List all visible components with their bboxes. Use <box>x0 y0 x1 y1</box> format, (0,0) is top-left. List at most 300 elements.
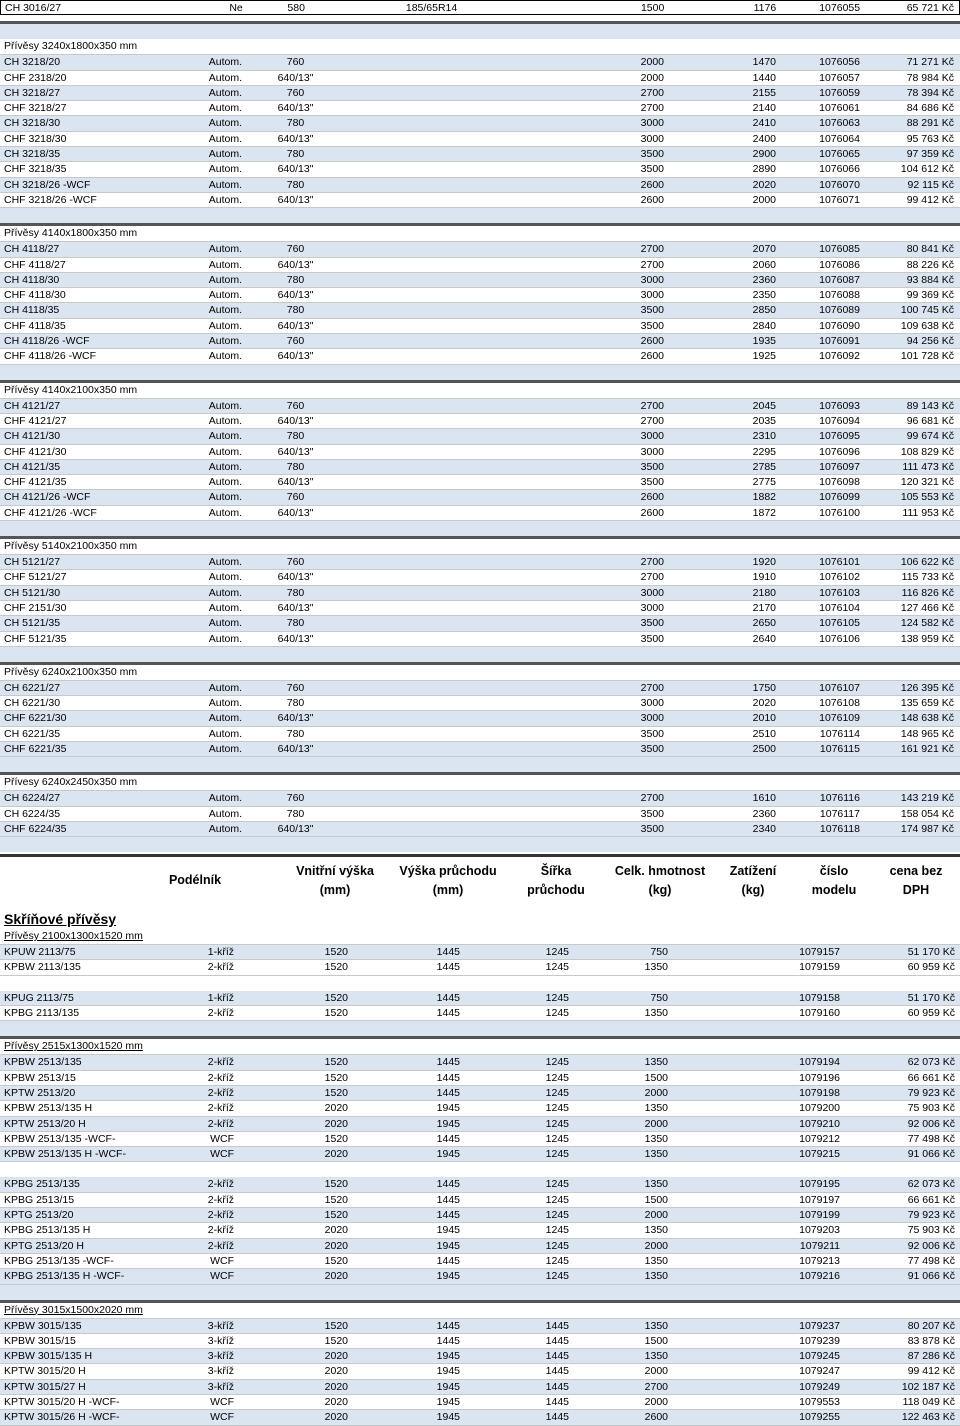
table-cell: 2700 <box>640 792 664 805</box>
table-cell: 92 006 Kč <box>907 1239 955 1252</box>
table-cell: 2850 <box>752 304 776 317</box>
table-row <box>0 1086 960 1101</box>
table-cell <box>349 681 513 695</box>
table-cell: 1076108 <box>819 697 860 710</box>
table-cell: KPTW 3015/27 H <box>4 1380 86 1393</box>
table-cell: 1500 <box>640 2 665 14</box>
table-cell: 1520 <box>324 1193 348 1206</box>
header-pass-height: Výška průchodu (mm) <box>399 864 497 898</box>
table-cell: 3500 <box>640 304 664 317</box>
header-inner-height: Vnitřní výška (mm) <box>296 864 374 898</box>
table-cell: 640/13" <box>277 350 314 363</box>
table-cell: 1445 <box>436 1178 460 1191</box>
table-cell: 1245 <box>545 1224 569 1237</box>
table-cell: 1076102 <box>819 571 860 584</box>
table-cell: 1076091 <box>819 335 860 348</box>
table-cell: 1882 <box>752 491 776 504</box>
table-cell: 780 <box>286 148 305 161</box>
table-cell: 1076070 <box>819 178 860 191</box>
table-cell: 2840 <box>752 319 776 332</box>
table-cell: 1445 <box>545 1334 569 1347</box>
table-cell <box>349 616 513 630</box>
table-row <box>0 132 960 147</box>
table-cell: 2360 <box>752 807 776 820</box>
table-cell: Autom. <box>208 491 242 504</box>
table-cell: KPBG 2513/135 H -WCF- <box>4 1270 125 1283</box>
table-cell: 71 271 Kč <box>906 56 954 69</box>
table-cell: Autom. <box>208 243 242 256</box>
table-cell: 1445 <box>545 1411 569 1424</box>
table-cell: Autom. <box>208 258 242 271</box>
table-cell: 1076061 <box>819 102 860 115</box>
table-cell: 106 622 Kč <box>900 556 954 569</box>
table-cell: 87 286 Kč <box>907 1350 955 1363</box>
table-cell: 2700 <box>640 243 664 256</box>
table-cell: CHF 5121/27 <box>4 571 67 584</box>
table-cell: Autom. <box>208 132 242 145</box>
table-row <box>0 1239 960 1254</box>
table-cell: 640/13" <box>277 258 314 271</box>
table-cell: 92 006 Kč <box>907 1117 955 1130</box>
table-cell: CHF 4118/26 -WCF <box>4 350 96 363</box>
table-cell: 185/65R14 <box>405 2 458 14</box>
table-row <box>0 555 960 570</box>
table-cell: WCF <box>210 1270 234 1283</box>
table-cell: 66 661 Kč <box>907 1193 955 1206</box>
table-cell <box>349 807 513 821</box>
table-cell: 1520 <box>324 1319 348 1332</box>
table-cell: 1350 <box>644 1319 668 1332</box>
table-cell: Autom. <box>208 335 242 348</box>
table-cell: Autom. <box>208 476 242 489</box>
table-cell <box>349 319 513 333</box>
table-cell: 3000 <box>640 289 664 302</box>
table-cell: 65 721 Kč <box>906 2 955 14</box>
table-cell: CH 4118/26 -WCF <box>4 335 90 348</box>
table-cell: 1245 <box>545 946 569 959</box>
table-cell: 2180 <box>752 586 776 599</box>
table-cell: 115 733 Kč <box>901 571 954 584</box>
spacer-row <box>0 1285 960 1300</box>
table-cell: CHF 4121/30 <box>4 445 67 458</box>
table-row <box>0 616 960 631</box>
table-cell: 88 226 Kč <box>906 258 954 271</box>
table-cell: KPUG 2113/75 <box>4 991 74 1004</box>
table-cell: 148 638 Kč <box>900 712 954 725</box>
table-cell: Autom. <box>208 681 242 694</box>
table-cell: 3500 <box>640 807 664 820</box>
table-cell: KPBG 2513/135 H <box>4 1224 91 1237</box>
table-cell: Autom. <box>208 742 242 755</box>
table-cell: 1925 <box>752 350 776 363</box>
table-cell: 2600 <box>640 506 664 519</box>
table-cell: 60 959 Kč <box>907 961 955 974</box>
table-cell: 2700 <box>640 86 664 99</box>
table-cell: CH 3218/26 -WCF <box>4 178 91 191</box>
table-cell: 1245 <box>545 961 569 974</box>
table-cell: 1076086 <box>819 258 860 271</box>
table-row <box>0 506 960 521</box>
table-cell: 1350 <box>644 1148 668 1161</box>
table-cell: 1076057 <box>819 71 860 84</box>
table-cell: 1-kříž <box>207 946 234 959</box>
table-cell: KPBG 2513/135 -WCF- <box>4 1254 114 1267</box>
table-cell: 1945 <box>436 1411 460 1424</box>
table-cell: 760 <box>286 56 305 69</box>
table-cell: 640/13" <box>277 742 314 755</box>
table-cell: KPTW 2513/20 <box>4 1086 76 1099</box>
table-cell: CH 5121/30 <box>4 586 61 599</box>
table-cell: Autom. <box>208 178 242 191</box>
table-cell: WCF <box>210 1254 234 1267</box>
table-cell <box>349 101 513 115</box>
table-cell: 2500 <box>752 742 776 755</box>
group-title: Přívěsy 5140x2100x350 mm <box>0 539 960 555</box>
table-cell: Autom. <box>208 556 242 569</box>
table-cell: 97 359 Kč <box>906 148 954 161</box>
table-cell: 2020 <box>324 1411 348 1424</box>
table-cell <box>349 475 513 489</box>
column-header <box>0 857 960 909</box>
table-cell: 760 <box>286 556 305 569</box>
table-cell: 1076090 <box>819 319 860 332</box>
table-cell: 1445 <box>436 1334 460 1347</box>
table-cell: 1945 <box>436 1380 460 1393</box>
table-cell: 750 <box>650 946 668 959</box>
table-cell <box>349 334 513 348</box>
table-cell: 1076106 <box>819 632 860 645</box>
group-title: Přívěsy 3015x1500x2020 mm <box>0 1303 960 1319</box>
table-cell <box>349 399 513 413</box>
table-cell: 1076065 <box>819 148 860 161</box>
table-cell <box>349 178 513 192</box>
table-row <box>0 1364 960 1379</box>
table-row <box>0 445 960 460</box>
table-row <box>0 742 960 757</box>
table-cell: 108 829 Kč <box>900 445 954 458</box>
table-cell: 2640 <box>752 632 776 645</box>
table-cell <box>349 162 513 176</box>
table-cell: 1440 <box>752 71 776 84</box>
table-cell <box>349 414 513 428</box>
header-podelnik: Podélník <box>168 873 222 888</box>
table-cell: CH 6224/27 <box>4 792 61 805</box>
table-cell: 93 884 Kč <box>906 273 954 286</box>
table-cell: 109 638 Kč <box>900 319 954 332</box>
table-cell: 1076085 <box>819 243 860 256</box>
table-cell: 1079159 <box>799 961 840 974</box>
table-cell: 78 394 Kč <box>906 86 954 99</box>
table-cell: 1350 <box>644 1270 668 1283</box>
table-row <box>0 1334 960 1349</box>
table-row <box>0 349 960 364</box>
table-cell: 640/13" <box>277 289 314 302</box>
table-cell: 2020 <box>324 1270 348 1283</box>
table-cell: 1245 <box>545 1117 569 1130</box>
table-cell: 89 143 Kč <box>906 399 954 412</box>
table-cell: 640/13" <box>277 601 314 614</box>
table-cell: 1935 <box>752 335 776 348</box>
group-title: Přívěsy 3240x1800x350 mm <box>0 39 960 55</box>
table-cell: 640/13" <box>277 712 314 725</box>
table-cell: 62 073 Kč <box>907 1178 955 1191</box>
table-cell: 2700 <box>640 414 664 427</box>
table-cell: 1079195 <box>799 1178 840 1191</box>
table-cell: KPBW 2113/135 <box>4 961 81 974</box>
table-cell: 99 674 Kč <box>906 430 954 443</box>
table-cell: CH 4121/26 -WCF <box>4 491 91 504</box>
table-cell <box>349 86 513 100</box>
table-cell <box>349 506 513 520</box>
table-cell: 2-kříž <box>207 1209 234 1222</box>
table-cell: Autom. <box>208 571 242 584</box>
table-cell: 116 826 Kč <box>901 586 954 599</box>
table-cell: 3500 <box>640 163 664 176</box>
table-cell: Autom. <box>208 506 242 519</box>
table-cell: Autom. <box>208 86 242 99</box>
table-cell: 2700 <box>644 1380 668 1393</box>
table-cell: 640/13" <box>277 476 314 489</box>
table-row <box>0 460 960 475</box>
table-cell: 1520 <box>324 1254 348 1267</box>
table-cell <box>349 132 513 146</box>
table-cell: 1350 <box>644 1132 668 1145</box>
table-cell: 99 412 Kč <box>907 1365 955 1378</box>
table-cell: CH 4121/35 <box>4 460 61 473</box>
table-cell: Autom. <box>208 56 242 69</box>
table-cell: 1445 <box>545 1319 569 1332</box>
table-cell: CH 4118/30 <box>4 273 60 286</box>
table-cell: CHF 4121/35 <box>4 476 67 489</box>
table-cell: 77 498 Kč <box>907 1132 955 1145</box>
table-cell: WCF <box>210 1396 234 1408</box>
table-cell: 102 187 Kč <box>901 1380 955 1393</box>
table-cell: 3000 <box>640 430 664 443</box>
trailer-price-table <box>0 24 960 854</box>
table-cell: CH 3218/30 <box>4 117 61 130</box>
spacer-row <box>0 757 960 772</box>
table-cell: 1245 <box>545 1178 569 1191</box>
header-pass-width: Šířka průchodu <box>527 864 585 898</box>
group-title: Přívěsy 4140x1800x350 mm <box>0 226 960 242</box>
table-cell: 1079216 <box>799 1270 840 1283</box>
table-cell: 780 <box>286 807 305 820</box>
group-title: Přívěsy 6240x2100x350 mm <box>0 665 960 681</box>
table-cell: 2000 <box>644 1209 668 1222</box>
table-cell: CHF 4118/30 <box>4 289 66 302</box>
table-cell: 3000 <box>640 117 664 130</box>
table-cell: CH 3218/35 <box>4 148 61 161</box>
table-cell: 640/13" <box>277 71 314 84</box>
table-cell: 1945 <box>436 1102 460 1115</box>
table-row <box>0 288 960 303</box>
table-cell: 2020 <box>324 1224 348 1237</box>
table-cell: 1520 <box>324 1056 348 1069</box>
table-cell: 1079211 <box>799 1239 840 1252</box>
table-cell: 3500 <box>640 742 664 755</box>
table-cell: 2045 <box>752 399 776 412</box>
table-cell: 1076116 <box>819 792 860 805</box>
table-cell <box>349 742 513 756</box>
table-cell: CH 5121/35 <box>4 617 61 630</box>
table-cell: KPTG 2513/20 H <box>4 1239 84 1252</box>
table-cell: 2000 <box>644 1117 668 1130</box>
table-cell: 3-kříž <box>207 1365 234 1378</box>
table-cell: 2060 <box>752 258 776 271</box>
table-cell: 120 321 Kč <box>900 476 954 489</box>
table-cell: Autom. <box>208 586 242 599</box>
table-cell: Autom. <box>208 712 242 725</box>
table-cell: 2020 <box>752 178 776 191</box>
table-cell: CH 4118/27 <box>4 243 60 256</box>
table-cell <box>349 791 513 805</box>
table-cell: 84 686 Kč <box>906 102 954 115</box>
table-cell: 640/13" <box>277 193 314 206</box>
table-cell: CHF 2151/30 <box>4 601 67 614</box>
table-row <box>0 162 960 177</box>
spacer-row <box>0 976 960 991</box>
table-cell: 1445 <box>545 1396 569 1408</box>
table-cell: 51 170 Kč <box>907 991 955 1004</box>
table-cell: 75 903 Kč <box>907 1224 955 1237</box>
table-cell: 1076104 <box>819 601 860 614</box>
table-cell: 640/13" <box>277 822 314 835</box>
table-cell: 2-kříž <box>207 1056 234 1069</box>
table-cell: 1245 <box>545 1056 569 1069</box>
table-cell: 143 219 Kč <box>900 792 954 805</box>
table-cell: 1076114 <box>819 727 860 740</box>
table-cell: 780 <box>286 727 305 740</box>
table-cell: CHF 4118/27 <box>4 258 66 271</box>
table-cell: 1750 <box>752 681 776 694</box>
table-cell: 2070 <box>752 243 776 256</box>
table-cell: 3500 <box>640 476 664 489</box>
table-cell: 640/13" <box>277 571 314 584</box>
table-cell <box>349 460 513 474</box>
header-load: Zatížení (kg) <box>729 864 777 898</box>
table-row <box>0 399 960 414</box>
table-cell: KPTW 3015/20 H <box>4 1365 86 1378</box>
table-cell <box>349 632 513 646</box>
table-cell: 3500 <box>640 617 664 630</box>
table-cell: CH 6221/35 <box>4 727 61 740</box>
table-cell: 1079198 <box>799 1086 840 1099</box>
table-cell: 1079237 <box>799 1319 840 1332</box>
table-cell: 1079160 <box>799 1007 840 1020</box>
table-cell: 1245 <box>545 1270 569 1283</box>
table-row <box>0 147 960 162</box>
table-cell: 1079196 <box>799 1071 840 1084</box>
table-cell: KPUW 2113/75 <box>4 946 76 959</box>
table-row <box>0 1223 960 1238</box>
table-cell: CH 4118/35 <box>4 304 60 317</box>
table-row <box>0 791 960 806</box>
table-cell: 78 984 Kč <box>906 71 954 84</box>
table-cell: 640/13" <box>277 319 314 332</box>
table-cell: KPTW 3015/20 H -WCF- <box>4 1396 120 1408</box>
table-cell: 1445 <box>436 1254 460 1267</box>
table-row <box>0 193 960 208</box>
table-cell: Autom. <box>208 148 242 161</box>
table-cell: 79 923 Kč <box>907 1209 955 1222</box>
table-cell: 3-kříž <box>207 1350 234 1363</box>
group-title: Přívěsy 4140x2100x350 mm <box>0 383 960 399</box>
table-cell: 80 207 Kč <box>907 1319 955 1332</box>
table-cell: 1079255 <box>799 1411 840 1424</box>
table-cell: 2510 <box>752 727 776 740</box>
table-cell: 3-kříž <box>207 1380 234 1393</box>
table-cell: 1079239 <box>799 1334 840 1347</box>
table-cell: CH 6224/35 <box>4 807 61 820</box>
table-cell: CH 4121/30 <box>4 430 61 443</box>
table-row <box>0 681 960 696</box>
table-cell: 96 681 Kč <box>906 414 954 427</box>
table-cell: Autom. <box>208 102 242 115</box>
table-cell <box>349 303 513 317</box>
table-cell: Autom. <box>208 792 242 805</box>
table-row <box>0 1319 960 1334</box>
table-cell: 1245 <box>545 1071 569 1084</box>
table-cell: CH 5121/27 <box>4 556 61 569</box>
table-cell: 2700 <box>640 556 664 569</box>
table-cell: 2650 <box>752 617 776 630</box>
table-row <box>0 273 960 288</box>
table-cell <box>349 147 513 161</box>
table-row <box>0 71 960 86</box>
table-row <box>0 116 960 131</box>
table-cell: 91 066 Kč <box>907 1148 955 1161</box>
table-cell <box>349 71 513 85</box>
table-cell: 3000 <box>640 601 664 614</box>
table-cell: Autom. <box>208 273 242 286</box>
table-row <box>0 960 960 975</box>
table-row <box>0 490 960 505</box>
table-cell: 1945 <box>436 1396 460 1408</box>
table-cell: 2-kříž <box>207 1071 234 1084</box>
table-cell: KPBG 2513/15 <box>4 1193 75 1206</box>
table-cell: KPBW 3015/135 <box>4 1319 82 1332</box>
table-row <box>0 1006 960 1021</box>
table-cell: 760 <box>286 491 305 504</box>
table-cell: 3500 <box>640 460 664 473</box>
table-cell <box>349 349 513 363</box>
table-cell: 2775 <box>752 476 776 489</box>
table-cell: 2-kříž <box>207 1239 234 1252</box>
table-cell: 1500 <box>644 1334 668 1347</box>
table-cell: 1245 <box>545 991 569 1004</box>
table-cell: 127 466 Kč <box>900 601 954 614</box>
table-cell: 1076109 <box>819 712 860 725</box>
group-title: Přívěsy 2515x1300x1520 mm <box>0 1039 960 1055</box>
table-row <box>0 586 960 601</box>
table-cell: 1445 <box>436 1071 460 1084</box>
table-cell: 1079158 <box>799 991 840 1004</box>
table-cell: Autom. <box>208 430 242 443</box>
table-cell: KPTW 2513/20 H <box>4 1117 86 1130</box>
table-cell: 1079213 <box>799 1254 840 1267</box>
table-cell: 118 049 Kč <box>902 1396 955 1408</box>
table-cell: Autom. <box>208 414 242 427</box>
table-cell: 2900 <box>752 148 776 161</box>
table-cell: 750 <box>650 991 668 1004</box>
table-cell: 1872 <box>752 506 776 519</box>
table-cell: 62 073 Kč <box>907 1056 955 1069</box>
table-cell: 1176 <box>753 2 777 14</box>
table-cell: CHF 6224/35 <box>4 822 67 835</box>
table-cell: 1610 <box>752 792 776 805</box>
table-cell: 1245 <box>545 1209 569 1222</box>
table-cell: 780 <box>286 586 305 599</box>
